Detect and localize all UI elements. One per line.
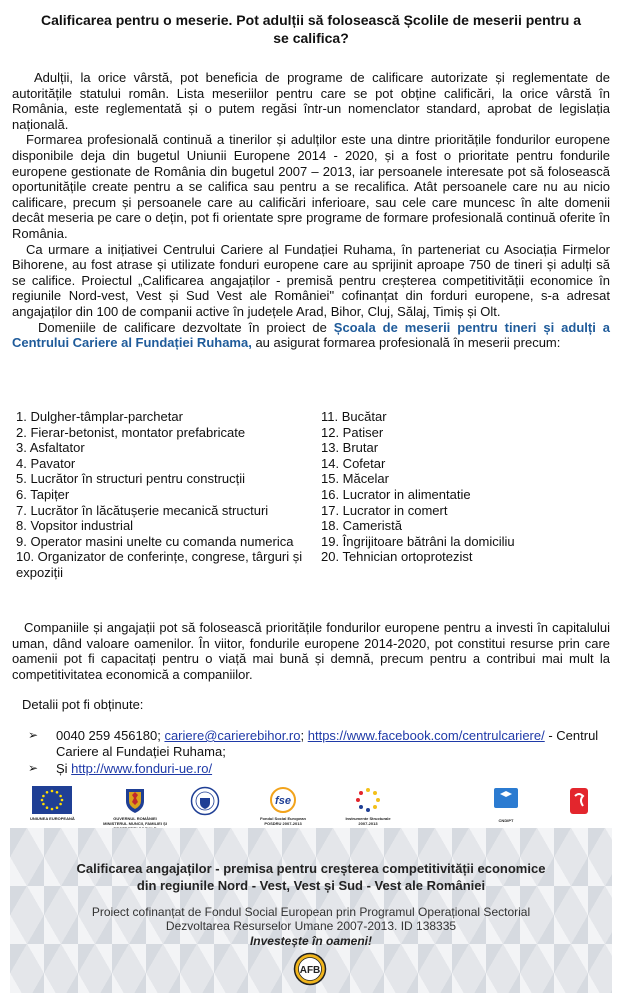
contact-separator: ; (300, 728, 305, 743)
paragraph-initiative: Ca urmare a inițiativei Centrului Cariere al Fundației Ruhama, în parteneriat cu Asociația Firmelor Bihorene, au fost atrase și utilizate fonduri europene care au sprijinit aproape 750 de tineri și adulți să se califice. Proiectul „Calificarea angajaților - premisă pentru creșterea competitivității economice în regiunile Nord-vest, Vest și Sud Vest ale României" cofinanțat din forduri europene, s-a adresat angajaților din 100 de companii active în județele Arad, Bihor, Cluj, Sălaj, Timiș și Olt. (12, 241, 610, 319)
government-logo-caption: GUVERNUL ROMÂNIEI MINISTERUL MUNCII, FAMILIEI ȘI (103, 816, 167, 826)
trade-item: 1. Dulgher-tâmplar-parchetar (16, 409, 183, 424)
svg-text:fse: fse (275, 795, 291, 807)
arrow-bullet-icon: ➢ (28, 761, 39, 776)
trade-item: 12. Patiser (321, 424, 384, 440)
ministry-seal-icon (190, 786, 220, 816)
ruhama-logo (568, 786, 590, 818)
contact-phone: 0040 259 456180; (56, 728, 161, 743)
structural-instruments-logo (340, 786, 396, 826)
structural-instruments-icon (351, 786, 385, 814)
fse-star-icon (265, 786, 301, 814)
paragraph-continuous-training: Formarea profesională continuă a tinerilor și adulților este una dintre prioritățile fondurilor europene disponibile deja din bugetul Uniunii Europene 2014 - 2020, și a fost o prioritate pentru fondurile europene gestionate de România din bugetul 2007 – 2013, iar persoanele interesate pot să folosească oportunitățile create pentru a se califica sau pentru a se recalifica. Atât persoanele care nu au nicio calificare, precum și persoanele care au calificări inferioare, sau cele care muncesc în alte domenii decât meseria pe care o dețin, pot fi orientate spre programe de formare profesională continuă oferite în România. (12, 132, 610, 241)
domains-text-after: au asigurat formarea profesională în meserii precum: (251, 335, 561, 351)
trade-item: 9. Operator masini unelte cu comanda numerica (16, 533, 294, 549)
contact-item-website (28, 761, 604, 777)
trade-item: 2. Fierar-betonist, montator prefabricate (16, 424, 246, 440)
paragraph-domains (12, 320, 610, 351)
fse-logo-caption: Fondul Social European POSDRU 2007-2013 (260, 816, 306, 826)
website-prefix: Și (56, 761, 72, 777)
trade-item: 5. Lucrător în structuri pentru construcții (16, 471, 246, 487)
eu-flag-icon (32, 786, 72, 814)
trade-item: 8. Vopsitor industrial (16, 518, 134, 534)
cndipt-caption: CNDIPT (498, 818, 514, 823)
structural-instruments-caption: Instrumente Structurale 2007-2013 (345, 816, 391, 826)
paragraph-intro: Adulții, la orice vârstă, pot beneficia de programe de calificare autorizate și reglementate de autoritățile statului român. Lista meseriilor pentru care se pot obține calificări, la orice vârstă în România, este reglementată și o putem regăsi într-un nomenclator standard, aprobat de legislația națională. (12, 70, 610, 132)
banner-slogan: Investește în oameni! (249, 934, 373, 948)
trade-item: 4. Pavator (16, 455, 76, 471)
trade-item: 13. Brutar (321, 440, 379, 456)
trade-item: 17. Lucrator in comert (321, 502, 448, 518)
afb-logo-icon (293, 952, 327, 986)
trades-list-right (321, 409, 611, 581)
school-name-highlight: Școala de meserii pentru tineri și adulți a Centrului Cariere al Fundației Ruhama, (12, 319, 610, 351)
trades-lists (16, 409, 612, 581)
details-label: Detalii pot fi obținute: (22, 697, 144, 712)
sponsor-logos (10, 786, 612, 826)
facebook-link[interactable]: https://www.facebook.com/centrulcariere/ (307, 728, 545, 743)
contact-list (28, 728, 604, 779)
banner-desc-line2: Dezvoltarea Resurselor Umane 2007-2013. ID 138335 (165, 919, 457, 933)
paragraph-companies: Companiile și angajații pot să folosească prioritățile fondurilor europene pentru a investi în capitalului uman, dând valoare oamenilor. În viitor, fondurile europene 2014-2020, pot constitui resurse prin care oamenii pot fi capacitați pentru o viață mai bună și demnă, precum pentru a contribui mai mult la competitivitatea economică a companiilor. (12, 620, 610, 682)
contact-organization: - Centrul Cariere al Fundației Ruhama; (56, 728, 599, 759)
eu-logo-caption: UNIUNEA EUROPEANĂ (30, 816, 75, 821)
document-title: Calificarea pentru o meserie. Pot adulții să folosească Școlile de meserii pentru a se califica? (41, 12, 581, 46)
eu-logo (30, 786, 75, 821)
coat-of-arms-icon (123, 786, 147, 814)
trade-item: 15. Măcelar (321, 471, 389, 487)
banner-title-line1: Calificarea angajaților - premisa pentru creșterea competitivității economice (76, 861, 546, 876)
trade-item: 18. Cameristă (321, 518, 402, 534)
contact-item-main (28, 728, 604, 759)
fonduri-ue-link[interactable]: http://www.fonduri-ue.ro/ (71, 761, 213, 777)
trades-list-left (16, 409, 321, 581)
banner-desc-line1: Proiect cofinanțat de Fondul Social European prin Programul Operațional Sectorial (91, 905, 531, 919)
trade-item: 11. Bucătar (321, 409, 387, 424)
trade-item: 20. Tehnician ortoprotezist (321, 549, 473, 565)
contact-email-link[interactable]: cariere@carierebihor.ro (164, 728, 301, 743)
article-body (12, 70, 610, 351)
trade-item: 14. Cofetar (321, 455, 386, 471)
cndipt-icon (492, 786, 520, 816)
fse-logo (255, 786, 311, 826)
project-banner (10, 828, 612, 993)
trade-item: 7. Lucrător în lăcătușerie mecanică structuri (16, 502, 269, 518)
trade-item: 16. Lucrator in alimentatie (321, 486, 471, 502)
ruhama-red-icon (568, 786, 590, 818)
banner-title-line2: din regiunile Nord - Vest, Vest și Sud - Vest ale României (136, 878, 486, 893)
domains-text-before: Domeniile de calificare dezvoltate în proiect de (38, 319, 334, 335)
banner-title (10, 860, 612, 894)
trade-item: 6. Tapițer (16, 486, 70, 502)
afb-logo-text: AFB (299, 965, 321, 976)
arrow-bullet-icon: ➢ (28, 728, 39, 742)
trade-item: 10. Organizator de conferințe, congrese, târguri și expoziții (16, 549, 303, 580)
ministry-seal-logo (190, 786, 220, 816)
document-page (10, 0, 612, 997)
trade-item: 3. Asfaltator (16, 440, 85, 456)
cndipt-logo (492, 786, 520, 823)
trade-item: 19. Îngrijitoare bătrâni la domiciliu (321, 533, 515, 549)
banner-description (10, 905, 612, 933)
